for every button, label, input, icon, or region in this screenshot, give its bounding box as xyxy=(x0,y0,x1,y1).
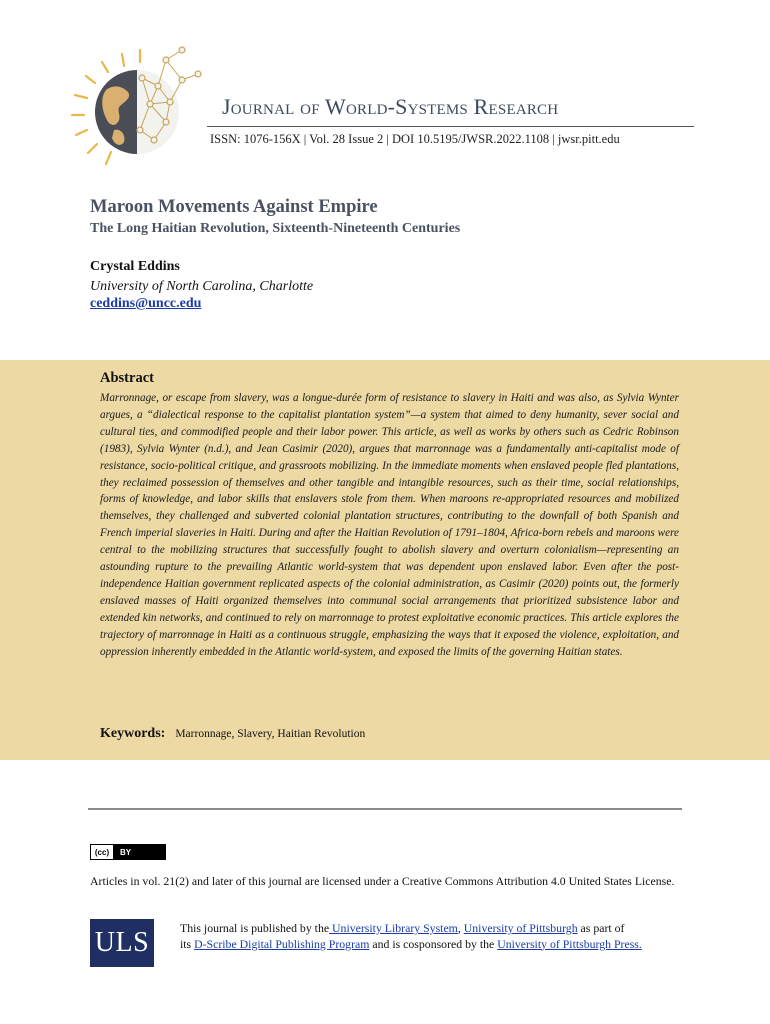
publisher-text-part: as part of xyxy=(577,921,625,935)
pitt-press-link[interactable]: University of Pittsburgh Press. xyxy=(497,936,642,951)
uls-link[interactable]: University Library System xyxy=(329,921,458,935)
keywords-value: Marronnage, Slavery, Haitian Revolution xyxy=(175,728,366,740)
journal-meta: ISSN: 1076-156X | Vol. 28 Issue 2 | DOI 10.5195/JWSR.2022.1108 | jwsr.pitt.edu xyxy=(210,132,620,146)
author-affiliation: University of North Carolina, Charlotte xyxy=(90,279,314,294)
publisher-statement xyxy=(180,921,700,952)
uls-logo: ULS xyxy=(90,919,154,967)
publisher-text-part: and is cosponsored by the xyxy=(369,936,498,951)
abstract-heading: Abstract xyxy=(100,370,154,386)
dscribe-link[interactable]: D-Scribe Digital Publishing Program xyxy=(194,936,370,951)
journal-logo xyxy=(62,40,212,170)
publisher-text-part: , xyxy=(457,921,464,935)
publisher-text-part: its xyxy=(180,936,195,951)
author-name: Crystal Eddins xyxy=(90,259,180,274)
abstract-body: Marronnage, or escape from slavery, was a longue-durée form of resistance to slavery in Haiti and was also, as Sylvia Wynter argues, a “dialectical response to the capitalist plantation system”—a system that aimed to deny humanity, sever social and cultural ties, and commodified people and their labor power. This article, as well as works by others such as Cedric Robinson (1983), Sylvia Wynter (n.d.), and Jean Casimir (2020), argues that marronnage was a fundamentally anti-capitalist mode of resistance, socio-political critique, and grassroots mobilizing. In the immediate moments when enslaved people fled plantations, they reclaimed possession of themselves and other tangible and intangible resources, such as their time, social relationships, forms of knowledge, and labor skills that enslavers stole from them. When maroons re-appropriated resources and mobilized themselves, they challenged and subverted colonial plantation structures, contributing to the downfall of both Spanish and French imperial slaveries in Haiti. During and after the Haitian Revolution of 1791–1804, Africa-born rebels and maroons were central to the mobilizing structures that successfully fought to abolish slavery and overturn colonialism—representing an astounding rupture to the prevailing Atlantic world-system that was dependent upon enslaved labor. Even after the post-independence Haitian government replicated aspects of the colonial administration, as Casimir (2020) points out, the formerly enslaved masses of Haiti organized themselves into communal social arrangements that prioritized subsistence labor and extended kin networks, and continued to rely on marronnage to protest exploitative economic practices. This article explores the trajectory of marronnage in Haiti as a continuous struggle, emphasizing the ways that it exposed the violence, exploitation, and oppression inherently embedded in the Atlantic world-system, and exposed the limits of the governing Haitian states. xyxy=(100,392,679,658)
license-text: Articles in vol. 21(2) and later of this journal are licensed under a Creative Commons Attribution 4.0 United States License. xyxy=(90,874,675,888)
pitt-link[interactable]: University of Pittsburgh xyxy=(463,921,578,935)
journal-title: Journal of World-Systems Research xyxy=(222,94,559,119)
footer-divider xyxy=(88,808,682,810)
publisher-text-part: This journal is published by the xyxy=(180,921,330,935)
cc-by-license-badge[interactable] xyxy=(90,844,166,860)
cc-icon: (cc) xyxy=(91,845,114,859)
keywords-row xyxy=(100,724,365,742)
keywords-label: Keywords: xyxy=(100,726,166,741)
author-email-link[interactable]: ceddins@uncc.edu xyxy=(90,296,202,311)
article-subtitle: The Long Haitian Revolution, Sixteenth-Nineteenth Centuries xyxy=(90,221,461,236)
header-rule xyxy=(207,126,694,127)
by-icon: BY xyxy=(114,845,165,859)
article-title: Maroon Movements Against Empire xyxy=(90,197,378,217)
